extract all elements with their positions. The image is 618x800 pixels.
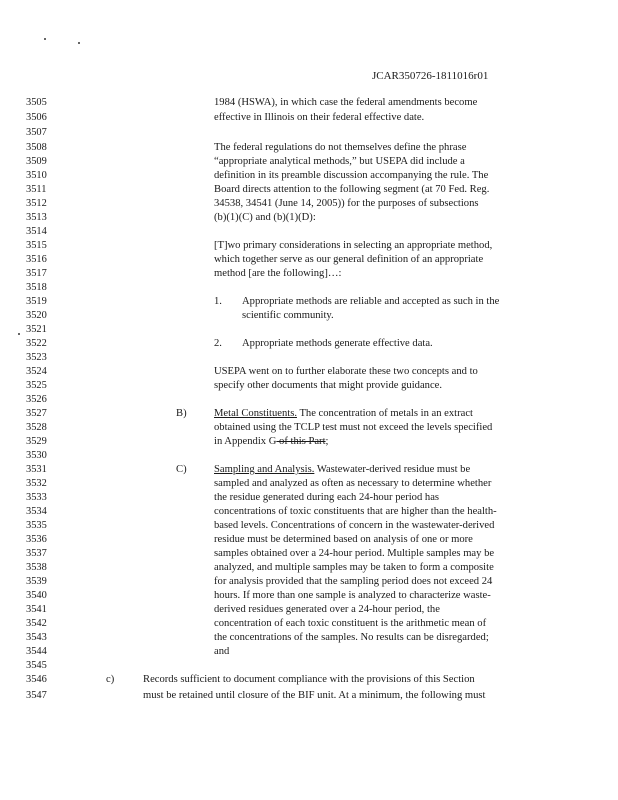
federal-paragraph-line: The federal regulations do not themselves define the phrase [214,142,467,153]
line-number: 3519 [26,296,47,307]
list-item-1-number: 1. [214,296,222,307]
line-number: 3510 [26,170,47,181]
quote-line: [T]wo primary considerations in selecting an appropriate method, [214,240,493,251]
line-number: 3542 [26,618,47,629]
line-number: 3521 [26,324,47,335]
line-number: 3508 [26,142,47,153]
section-b-line: obtained using the TCLP test must not exceed the levels specified [214,422,493,433]
line-number: 3540 [26,590,47,601]
hswa-line: effective in Illinois on their federal effective date. [214,112,425,123]
line-number: 3517 [26,268,47,279]
line-number: 3536 [26,534,47,545]
section-c-line: and [214,646,230,657]
line-number: 3538 [26,562,47,573]
line-number: 3514 [26,226,47,237]
line-number: 3522 [26,338,47,349]
line-number: 3543 [26,632,47,643]
section-c-line: the concentrations of the samples. No results can be disregarded; [214,632,489,643]
line-number: 3525 [26,380,47,391]
subsection-c-line: must be retained until closure of the BIF unit. At a minimum, the following must [143,690,486,701]
section-b-line3-plain: in Appendix G [214,436,277,447]
line-number: 3546 [26,674,47,685]
document-id-header: JCAR350726-1811016r01 [372,70,489,82]
federal-paragraph-line: Board directs attention to the following segment (at 70 Fed. Reg. [214,184,490,195]
section-c-line [214,464,470,476]
line-number: 3539 [26,576,47,587]
line-number: 3526 [26,394,47,405]
line-number: 3515 [26,240,47,251]
line-number: 3532 [26,478,47,489]
line-number: 3520 [26,310,47,321]
line-number: 3528 [26,422,47,433]
line-number: 3547 [26,690,47,701]
section-c-line1-rest: Wastewater-derived residue must be [314,464,471,475]
usepa-paragraph-line: USEPA went on to further elaborate these two concepts and to [214,366,478,377]
scan-speck [44,38,46,40]
federal-paragraph-line: 34538, 34541 (June 14, 2005)) for the purposes of subsections [214,198,479,209]
section-b-struck-text: of this Part [276,436,326,447]
hswa-line: 1984 (HSWA), in which case the federal amendments become [214,97,478,108]
line-number: 3506 [26,112,47,123]
subsection-c-line: Records sufficient to document compliance with the provisions of this Section [143,674,475,685]
line-number: 3518 [26,282,47,293]
line-number: 3523 [26,352,47,363]
line-number: 3507 [26,127,47,138]
section-c-line: concentration of each toxic constituent is the arithmetic mean of [214,618,487,629]
section-c-line: samples obtained over a 24-hour period. Multiple samples may be [214,548,495,559]
line-number: 3516 [26,254,47,265]
line-number: 3512 [26,198,47,209]
line-number: 3511 [26,184,47,195]
section-c-title: Sampling and Analysis. [214,464,315,475]
section-c-line: sampled and analyzed as often as necessary to determine whether [214,478,492,489]
line-number: 3505 [26,97,47,108]
section-b-line1-rest: The concentration of metals in an extract [296,408,473,419]
line-number: 3531 [26,464,47,475]
quote-line: which together serve as our general definition of an appropriate [214,254,484,265]
line-number: 3530 [26,450,47,461]
list-item-1-line: Appropriate methods are reliable and accepted as such in the [242,296,500,307]
federal-paragraph-line: definition in its preamble discussion accompanying the rule. The [214,170,489,181]
line-number: 3544 [26,646,47,657]
scan-speck [78,42,80,44]
section-c-line: residue must be determined based on analysis of one or more [214,534,473,545]
federal-paragraph-line: (b)(1)(C) and (b)(1)(D): [214,212,316,223]
usepa-paragraph-line: specify other documents that might provide guidance. [214,380,442,391]
list-item-2-line: Appropriate methods generate effective data. [242,338,433,349]
scan-speck [18,333,20,335]
line-number: 3537 [26,548,47,559]
quote-line: method [are the following]…: [214,268,342,279]
section-c-line: concentrations of toxic constituents that are higher than the health- [214,506,497,517]
section-b-line [214,436,329,448]
section-c-line: analyzed, and multiple samples may be taken to form a composite [214,562,494,573]
section-b-line3-tail: ; [325,436,329,447]
section-c-label: C) [176,464,187,475]
section-b-label: B) [176,408,187,419]
section-c-line: hours. If more than one sample is analyzed to characterize waste- [214,590,491,601]
line-number: 3545 [26,660,47,671]
line-number: 3535 [26,520,47,531]
line-number: 3534 [26,506,47,517]
federal-paragraph-line: “appropriate analytical methods,” but USEPA did include a [214,156,465,167]
line-number: 3527 [26,408,47,419]
list-item-1-line: scientific community. [242,310,334,321]
section-b-line [214,408,473,420]
line-number: 3509 [26,156,47,167]
line-number: 3513 [26,212,47,223]
section-c-line: derived residues generated over a 24-hour period, the [214,604,440,615]
subsection-c-label: c) [106,674,115,685]
section-c-line: based levels. Concentrations of concern in the wastewater-derived [214,520,495,531]
line-number: 3529 [26,436,47,447]
section-c-line: for analysis provided that the sampling period does not exceed 24 [214,576,493,587]
section-c-line: the residue generated during each 24-hour period has [214,492,440,503]
line-number: 3533 [26,492,47,503]
list-item-2-number: 2. [214,338,222,349]
line-number: 3524 [26,366,47,377]
section-b-title: Metal Constituents. [214,408,297,419]
line-number: 3541 [26,604,47,615]
